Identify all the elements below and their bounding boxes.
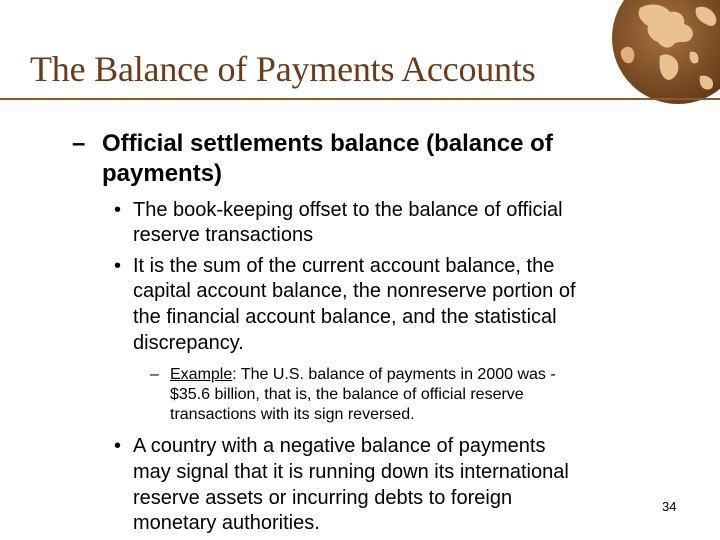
level1-line: Official settlements balance (balance of [102, 130, 553, 157]
bullet-marker: • [114, 199, 122, 221]
slide-title: The Balance of Payments Accounts [30, 49, 536, 89]
bullet-line: It is the sum of the current account balance, the [133, 255, 555, 277]
example-line-3: transactions with its sign reversed. [170, 406, 415, 423]
bullet-line: A country with a negative balance of payments [133, 435, 546, 457]
title-divider [0, 98, 610, 100]
bullet-line: capital account balance, the nonreserve portion of [133, 280, 576, 302]
bullet-line: discrepancy. [133, 332, 244, 354]
bullet-marker: • [114, 255, 122, 277]
globe-icon [600, 0, 720, 106]
bullet-line: The book-keeping offset to the balance of official [133, 199, 563, 221]
bullet-line: may signal that it is running down its international [133, 461, 569, 483]
level1-dash: – [72, 130, 86, 157]
bullet-marker: • [114, 435, 122, 457]
example-line-1-text: : The U.S. balance of payments in 2000 was - [232, 366, 556, 383]
bullet-line: reserve assets or incurring debts to foreign [133, 487, 513, 509]
example-line-2: $35.6 billion, that is, the balance of official reserve [170, 386, 524, 403]
example-label: Example [170, 366, 233, 383]
level1-line: payments) [102, 160, 223, 187]
bullet-line: reserve transactions [133, 224, 314, 246]
bullet-line: the financial account balance, and the statistical [133, 306, 557, 328]
bullet-line: monetary authorities. [133, 512, 320, 534]
example-line-1 [170, 366, 556, 384]
example-dash: – [150, 366, 159, 383]
page-number: 34 [662, 499, 677, 514]
